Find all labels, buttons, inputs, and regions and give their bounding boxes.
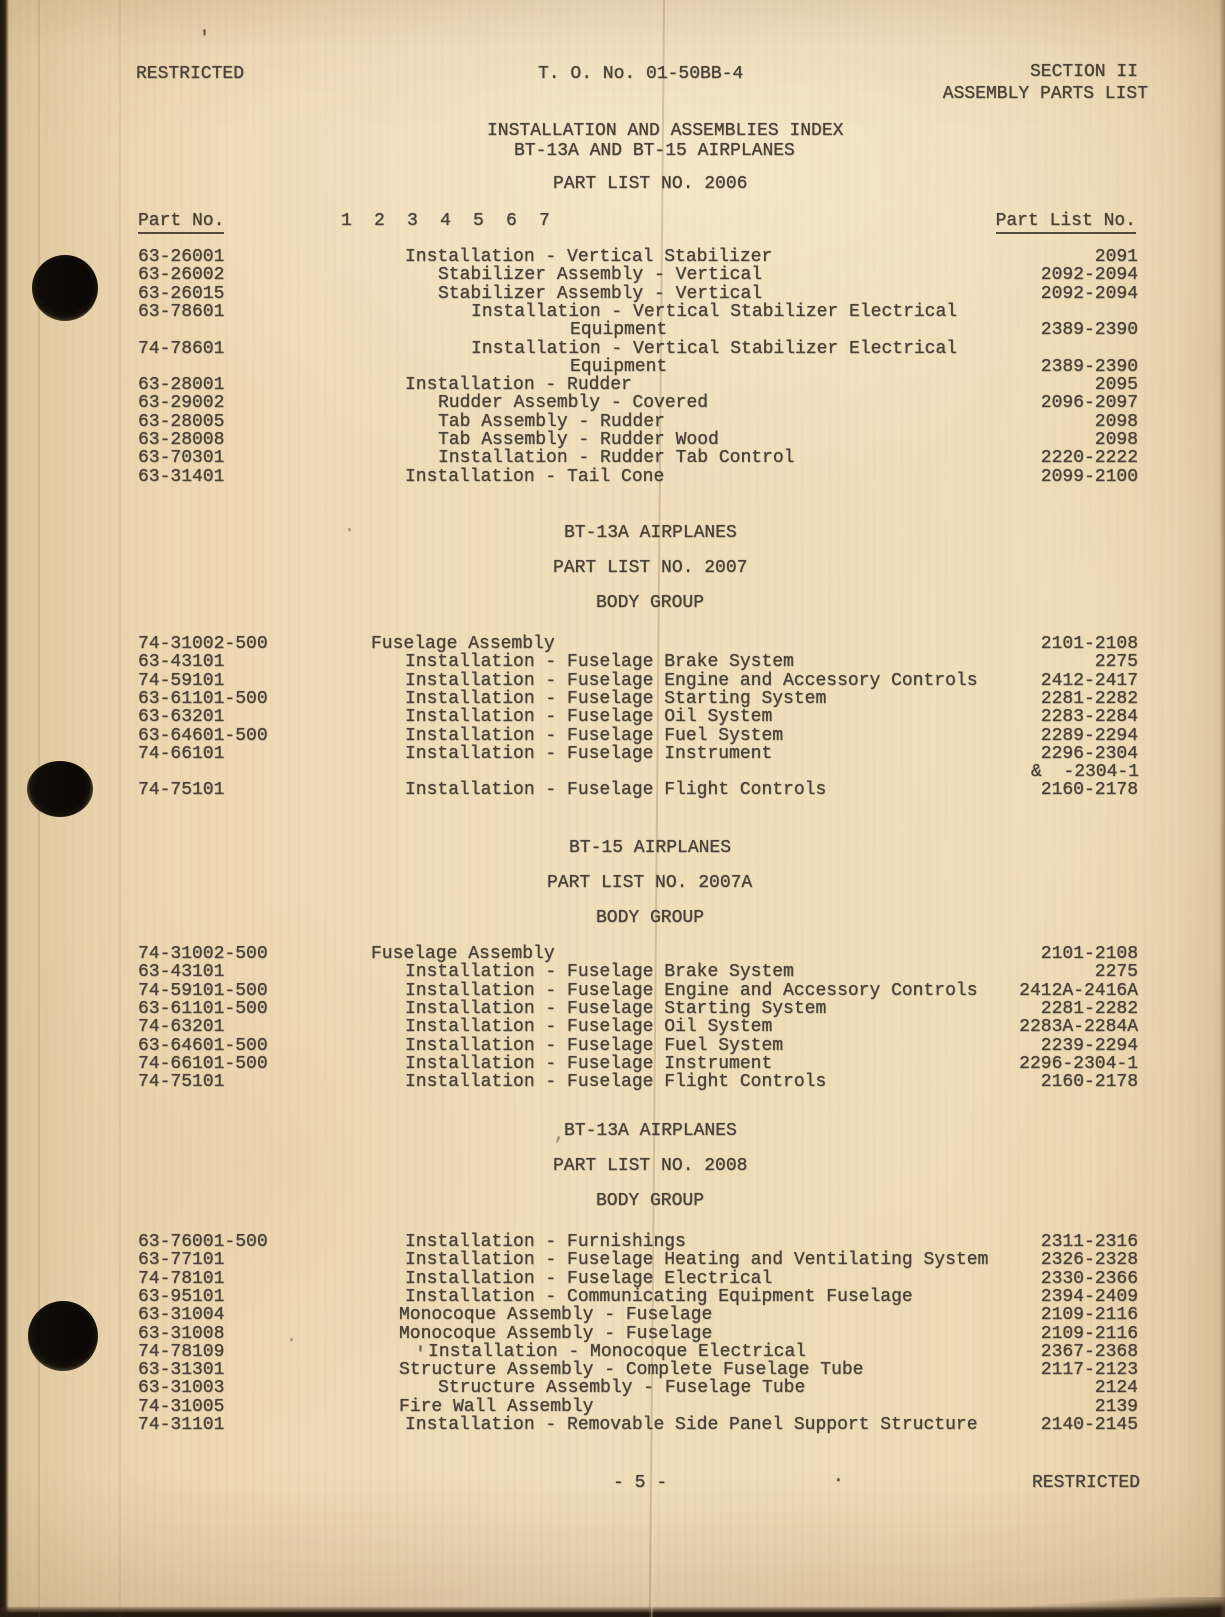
part-list-number-cell: 2311-2316: [1040, 1232, 1138, 1252]
group-heading: BODY GROUP: [596, 1191, 705, 1211]
part-number-cell: 63-28001: [138, 375, 225, 396]
part-number-cell: 74-31002-500: [138, 634, 268, 654]
part-list-number-cell: 2098: [1094, 430, 1138, 450]
punch-hole: [28, 1301, 98, 1371]
description-cell: Fuselage Assembly: [371, 944, 555, 964]
section-subtitle: ASSEMBLY PARTS LIST: [942, 84, 1148, 104]
ink-mark: .: [344, 517, 355, 537]
part-number-cell: 74-66101: [138, 743, 225, 764]
description-cell: Installation - Fuselage Engine and Accessory Controls: [405, 670, 978, 691]
group-heading: BODY GROUP: [596, 593, 705, 613]
description-cell: Installation - Fuselage Engine and Accessory Controls: [405, 980, 978, 1001]
ink-mark: ,: [554, 1125, 565, 1145]
part-number-cell: 63-70301: [138, 448, 225, 469]
part-list-heading: PART LIST NO. 2006: [553, 174, 748, 194]
part-number-cell: 63-61101-500: [138, 688, 268, 709]
part-list-number-cell: 2281-2282: [1040, 688, 1138, 709]
description-cell: Installation - Tail Cone: [405, 466, 665, 487]
description-cell: Structure Assembly - Complete Fuselage Tube: [399, 1360, 864, 1381]
part-list-number-cell: 2139: [1094, 1396, 1138, 1417]
part-number-cell: 74-78601: [138, 338, 225, 359]
part-number-cell: 63-43101: [138, 962, 225, 983]
section-label: SECTION II: [1029, 62, 1138, 82]
description-cell: Installation - Fuselage Fuel System: [405, 725, 784, 746]
part-number-cell: 63-28008: [138, 430, 225, 450]
description-cell: Installation - Vertical Stabilizer Electrical: [471, 301, 958, 322]
part-list-number-cell: 2092-2094: [1040, 283, 1138, 304]
airplane-heading: BT-15 AIRPLANES: [569, 838, 732, 858]
description-cell: Stabilizer Assembly - Vertical: [438, 265, 763, 286]
part-number-cell: 63-64601-500: [138, 1035, 268, 1056]
part-number-cell: 63-31004: [138, 1305, 225, 1326]
description-cell: Installation - Fuselage Electrical: [405, 1268, 773, 1289]
part-list-number-cell: 2140-2145: [1040, 1415, 1138, 1435]
part-number-cell: 63-61101-500: [138, 998, 268, 1019]
part-list-number-cell: 2160-2178: [1040, 780, 1138, 801]
description-cell: Monocoque Assembly - Fuselage: [399, 1323, 713, 1344]
airplane-heading: BT-13A AIRPLANES: [564, 523, 737, 543]
part-number-cell: 63-31301: [138, 1360, 225, 1381]
scan-edge-left: [0, 0, 9, 1617]
part-number-cell: 74-63201: [138, 1017, 225, 1038]
part-list-heading: PART LIST NO. 2008: [553, 1156, 748, 1176]
description-continuation-cell: Equipment: [570, 356, 668, 377]
part-list-number-cell: 2394-2409: [1040, 1286, 1138, 1307]
description-cell: Installation - Rudder Tab Control: [438, 448, 795, 469]
part-number-cell: 63-31401: [138, 466, 225, 487]
description-cell: Installation - Removable Side Panel Support Structure: [405, 1415, 978, 1435]
paper-fold-line: [119, 0, 121, 1617]
part-list-number-cell: 2281-2282: [1040, 998, 1138, 1019]
description-cell: Installation - Fuselage Instrument: [405, 743, 773, 764]
description-cell: Installation - Fuselage Flight Controls: [405, 1072, 827, 1093]
part-list-number-cell: 2389-2390: [1040, 356, 1138, 377]
indent-digit: 3: [407, 211, 418, 231]
part-number-cell: 63-77101: [138, 1250, 225, 1271]
indent-digit: 2: [374, 211, 385, 231]
description-cell: Installation - Monocoque Electrical: [428, 1341, 807, 1362]
part-list-number-cell: 2326-2328: [1040, 1250, 1138, 1271]
part-list-number-cell: 2289-2294: [1040, 725, 1138, 746]
description-cell: Installation - Vertical Stabilizer Electrical: [471, 338, 958, 359]
part-list-number-cell: 2239-2294: [1040, 1035, 1138, 1056]
part-number-cell: 74-59101: [138, 670, 225, 691]
column-header-part-list-no: Part List No.: [996, 212, 1136, 234]
indent-digit: 1: [341, 211, 352, 231]
part-number-cell: 63-63201: [138, 707, 225, 728]
part-list-number-cell: 2109-2116: [1040, 1305, 1138, 1326]
part-list-number-cell: 2220-2222: [1040, 448, 1138, 469]
description-cell: Installation - Fuselage Instrument: [405, 1053, 773, 1074]
description-cell: Installation - Fuselage Flight Controls: [405, 780, 827, 801]
part-list-number-cell: 2296-2304: [1040, 743, 1138, 764]
part-list-number-cell: 2412-2417: [1040, 670, 1138, 691]
description-cell: Installation - Communicating Equipment Fuselage: [405, 1286, 913, 1307]
scan-edge-right: [1219, 0, 1225, 1617]
part-list-number-cell: 2101-2108: [1040, 944, 1138, 964]
part-number-cell: 63-26015: [138, 283, 225, 304]
part-list-number-cell: 2389-2390: [1040, 320, 1138, 341]
part-number-cell: 74-78101: [138, 1268, 225, 1289]
description-cell: Tab Assembly - Rudder: [438, 411, 665, 432]
part-list-number-cell: 2099-2100: [1040, 466, 1138, 487]
part-list-number-cell: 2092-2094: [1040, 265, 1138, 286]
description-cell: Installation - Fuselage Heating and Ventilating System: [405, 1250, 989, 1271]
column-header-part-no: Part No.: [138, 212, 224, 234]
description-continuation-cell: Equipment: [570, 320, 668, 341]
description-cell: Installation - Fuselage Oil System: [405, 1017, 773, 1038]
ink-mark: .: [833, 1467, 844, 1487]
part-number-cell: 63-95101: [138, 1286, 225, 1307]
part-list-number-cell: 2330-2366: [1040, 1268, 1138, 1289]
index-title-line1: INSTALLATION AND ASSEMBLIES INDEX: [487, 121, 844, 141]
description-cell: Installation - Fuselage Oil System: [405, 707, 773, 728]
part-number-cell: 63-31008: [138, 1323, 225, 1344]
part-list-number-cell: 2109-2116: [1040, 1323, 1138, 1344]
part-number-cell: 63-43101: [138, 652, 225, 673]
description-cell: Fuselage Assembly: [371, 634, 555, 654]
airplane-heading: BT-13A AIRPLANES: [564, 1121, 737, 1141]
part-number-cell: 63-26001: [138, 247, 225, 267]
ink-mark: ': [415, 1345, 426, 1365]
part-number-cell: 63-64601-500: [138, 725, 268, 746]
description-cell: Installation - Fuselage Brake System: [405, 652, 794, 673]
description-cell: Rudder Assembly - Covered: [438, 393, 709, 414]
part-list-number-cell: 2091: [1094, 247, 1138, 267]
part-number-cell: 63-29002: [138, 393, 225, 414]
part-list-number-cell: 2283A-2284A: [1019, 1017, 1138, 1038]
part-number-cell: 74-78109: [138, 1341, 225, 1362]
part-number-cell: 63-28005: [138, 411, 225, 432]
footer-classification: RESTRICTED: [1031, 1473, 1140, 1493]
part-list-number-cell: 2296-2304-1: [1019, 1053, 1138, 1074]
indent-digit: 4: [440, 211, 451, 231]
header-classification: RESTRICTED: [136, 64, 245, 84]
description-cell: Installation - Furnishings: [405, 1232, 686, 1252]
indent-digit: 5: [473, 211, 484, 231]
part-number-cell: 63-31003: [138, 1378, 225, 1399]
description-cell: Tab Assembly - Rudder Wood: [438, 430, 719, 450]
part-number-cell: 74-31002-500: [138, 944, 268, 964]
part-number-cell: 74-66101-500: [138, 1053, 268, 1074]
part-list-number-cell: 2096-2097: [1040, 393, 1138, 414]
description-cell: Installation - Rudder: [405, 375, 632, 396]
part-number-cell: 74-31101: [138, 1415, 225, 1435]
part-list-number-cell: 2275: [1094, 652, 1138, 673]
part-number-cell: 74-31005: [138, 1396, 225, 1417]
part-number-cell: 63-78601: [138, 301, 225, 322]
part-list-number-cell: 2095: [1094, 375, 1138, 396]
description-cell: Structure Assembly - Fuselage Tube: [438, 1378, 806, 1399]
group-heading: BODY GROUP: [596, 908, 705, 928]
description-cell: Monocoque Assembly - Fuselage: [399, 1305, 713, 1326]
description-cell: Fire Wall Assembly: [399, 1396, 594, 1417]
part-number-cell: 63-26002: [138, 265, 225, 286]
punch-hole: [32, 255, 98, 321]
description-cell: Installation - Fuselage Fuel System: [405, 1035, 784, 1056]
description-cell: Installation - Fuselage Starting System: [405, 688, 827, 709]
part-list-heading: PART LIST NO. 2007: [553, 558, 748, 578]
part-list-number-cell: 2160-2178: [1040, 1072, 1138, 1093]
description-cell: Stabilizer Assembly - Vertical: [438, 283, 763, 304]
indent-digit: 7: [539, 211, 550, 231]
index-title-line2: BT-13A AND BT-15 AIRPLANES: [514, 141, 795, 161]
part-number-cell: 74-75101: [138, 1072, 225, 1093]
description-cell: Installation - Vertical Stabilizer: [405, 247, 773, 267]
part-list-heading: PART LIST NO. 2007A: [547, 873, 753, 893]
doc-number: T. O. No. 01-50BB-4: [538, 64, 744, 84]
scan-corner-bottom-right: [945, 1597, 1225, 1617]
part-list-number-continuation-cell: & -2304-1: [1031, 762, 1140, 783]
part-list-number-cell: 2117-2123: [1040, 1360, 1138, 1381]
description-cell: Installation - Fuselage Starting System: [405, 998, 827, 1019]
part-number-cell: 74-59101-500: [138, 980, 268, 1001]
part-list-number-cell: 2275: [1094, 962, 1138, 983]
page-number: - 5 -: [613, 1473, 668, 1493]
part-list-number-cell: 2098: [1094, 411, 1138, 432]
description-cell: Installation - Fuselage Brake System: [405, 962, 794, 983]
part-list-number-cell: 2367-2368: [1040, 1341, 1138, 1362]
part-number-cell: 63-76001-500: [138, 1232, 268, 1252]
indent-digit: 6: [506, 211, 517, 231]
punch-hole: [27, 761, 93, 817]
part-list-number-cell: 2101-2108: [1040, 634, 1138, 654]
part-list-number-cell: 2124: [1094, 1378, 1138, 1399]
part-list-number-cell: 2412A-2416A: [1019, 980, 1138, 1001]
ink-mark: .: [286, 1327, 297, 1347]
part-list-number-cell: 2283-2284: [1040, 707, 1138, 728]
part-number-cell: 74-75101: [138, 780, 225, 801]
ink-mark: ': [199, 29, 210, 49]
